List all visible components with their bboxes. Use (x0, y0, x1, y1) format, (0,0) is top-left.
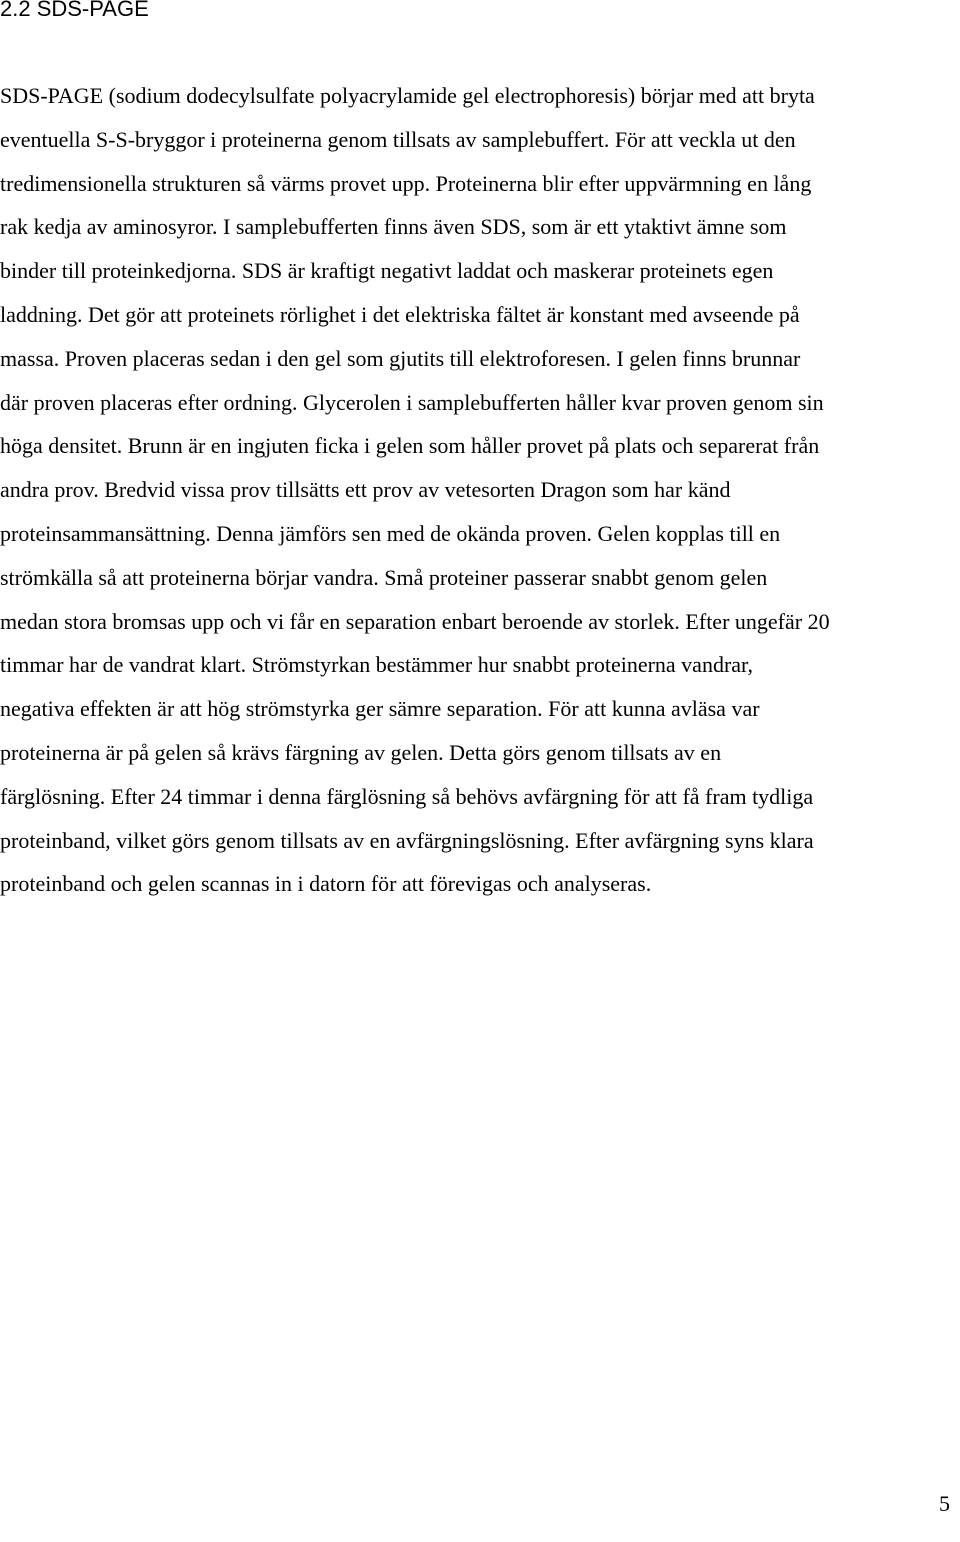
text-line: rak kedja av aminosyror. I samplebufferten finns även SDS, som är ett ytaktivt ämne som (0, 214, 787, 240)
page-number: 5 (939, 1491, 950, 1516)
text-line: tredimensionella strukturen så värms provet upp. Proteinerna blir efter uppvärmning en lång (0, 170, 812, 196)
text-line: färglösning. Efter 24 timmar i denna färglösning så behövs avfärgning för att få fram tydliga (0, 783, 814, 809)
body-paragraph (0, 74, 960, 906)
text-line: proteinband och gelen scannas in i datorn för att förevigas och analyseras. (0, 871, 652, 897)
text-line: massa. Proven placeras sedan i den gel som gjutits till elektroforesen. I gelen finns brunnar (0, 345, 801, 371)
text-line: höga densitet. Brunn är en ingjuten ficka i gelen som håller provet på plats och separerat från (0, 433, 820, 459)
text-line: SDS-PAGE (sodium dodecylsulfate polyacrylamide gel electrophoresis) börjar med att bryta (0, 83, 815, 108)
text-line: medan stora bromsas upp och vi får en separation enbart beroende av storlek. Efter ungefär 20 (0, 608, 830, 634)
text-line: andra prov. Bredvid vissa prov tillsätts ett prov av vetesorten Dragon som har känd (0, 477, 731, 503)
text-line: timmar har de vandrat klart. Strömstyrkan bestämmer hur snabbt proteinerna vandrar, (0, 652, 753, 678)
text-line: laddning. Det gör att proteinets rörlighet i det elektriska fältet är konstant med avseende på (0, 301, 800, 327)
text-line: eventuella S-S-bryggor i proteinerna genom tillsats av samplebuffert. För att veckla ut den (0, 126, 796, 152)
text-line: negativa effekten är att hög strömstyrka ger sämre separation. För att kunna avläsa var (0, 696, 760, 722)
text-line: proteinsammansättning. Denna jämförs sen med de okända proven. Gelen kopplas till en (0, 520, 781, 546)
text-line: proteinerna är på gelen så krävs färgning av gelen. Detta görs genom tillsats av en (0, 739, 722, 765)
text-line: binder till proteinkedjorna. SDS är kraftigt negativt laddat och maskerar proteinets egen (0, 258, 774, 284)
text-line: proteinband, vilket görs genom tillsats av en avfärgningslösning. Efter avfärgning syns klara (0, 827, 814, 853)
text-line: där proven placeras efter ordning. Glycerolen i samplebufferten håller kvar proven genom sin (0, 389, 824, 415)
text-line: strömkälla så att proteinerna börjar vandra. Små proteiner passerar snabbt genom gelen (0, 564, 768, 590)
section-heading: 2.2 SDS-PAGE (0, 0, 149, 21)
